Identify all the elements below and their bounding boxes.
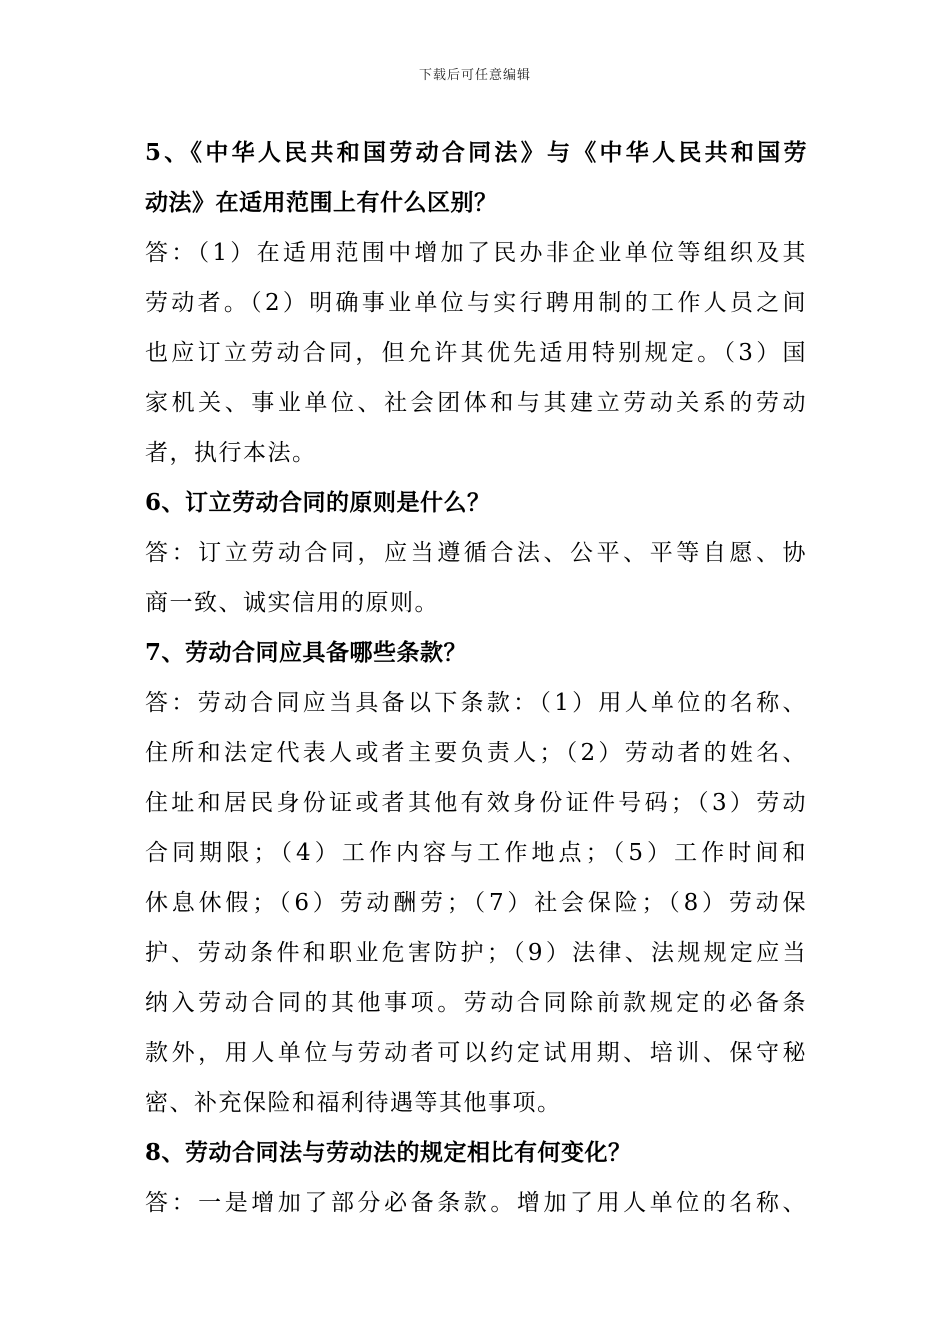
answer-line: 答：订立劳动合同，应当遵循合法、公平、平等自愿、协: [145, 540, 807, 566]
answer-line: 答：劳动合同应当具备以下条款：（1）用人单位的名称、: [145, 690, 807, 716]
answer-line: 也应订立劳动合同，但允许其优先适用特别规定。（3）国: [145, 340, 807, 366]
answer-line: 密、补充保险和福利待遇等其他事项。: [145, 1090, 562, 1116]
answer-line: 住所和法定代表人或者主要负责人；（2）劳动者的姓名、: [145, 740, 807, 766]
answer-line: 纳入劳动合同的其他事项。劳动合同除前款规定的必备条: [145, 990, 807, 1016]
answer-line: 护、劳动条件和职业危害防护；（9）法律、法规规定应当: [145, 940, 807, 966]
answer-line: 休息休假；（6）劳动酬劳；（7）社会保险；（8）劳动保: [145, 890, 807, 916]
answer-line: 者，执行本法。: [145, 440, 317, 466]
answer-line: 家机关、事业单位、社会团体和与其建立劳动关系的劳动: [145, 390, 807, 416]
answer-line: 答：（1）在适用范围中增加了民办非企业单位等组织及其: [145, 240, 807, 266]
question-line: 动法》在适用范围上有什么区别？: [145, 189, 498, 216]
answer-line: 答：一是增加了部分必备条款。增加了用人单位的名称、: [145, 1190, 807, 1216]
answer-line: 款外，用人单位与劳动者可以约定试用期、培训、保守秘: [145, 1040, 807, 1066]
question-line: 6、订立劳动合同的原则是什么？: [145, 489, 491, 516]
answer-line: 住址和居民身份证或者其他有效身份证件号码；（3）劳动: [145, 790, 807, 816]
answer-line: 劳动者。（2）明确事业单位与实行聘用制的工作人员之间: [145, 290, 807, 316]
question-line: 8、劳动合同法与劳动法的规定相比有何变化？: [145, 1139, 632, 1166]
answer-line: 合同期限；（4）工作内容与工作地点；（5）工作时间和: [145, 840, 807, 866]
document-body: [145, 128, 807, 1228]
page-header: 下载后可任意编辑: [418, 68, 531, 83]
answer-line: 商一致、诚实信用的原则。: [145, 590, 439, 616]
question-line: 5、《中华人民共和国劳动合同法》与《中华人民共和国劳: [145, 139, 807, 166]
question-line: 7、劳动合同应具备哪些条款？: [145, 639, 468, 666]
